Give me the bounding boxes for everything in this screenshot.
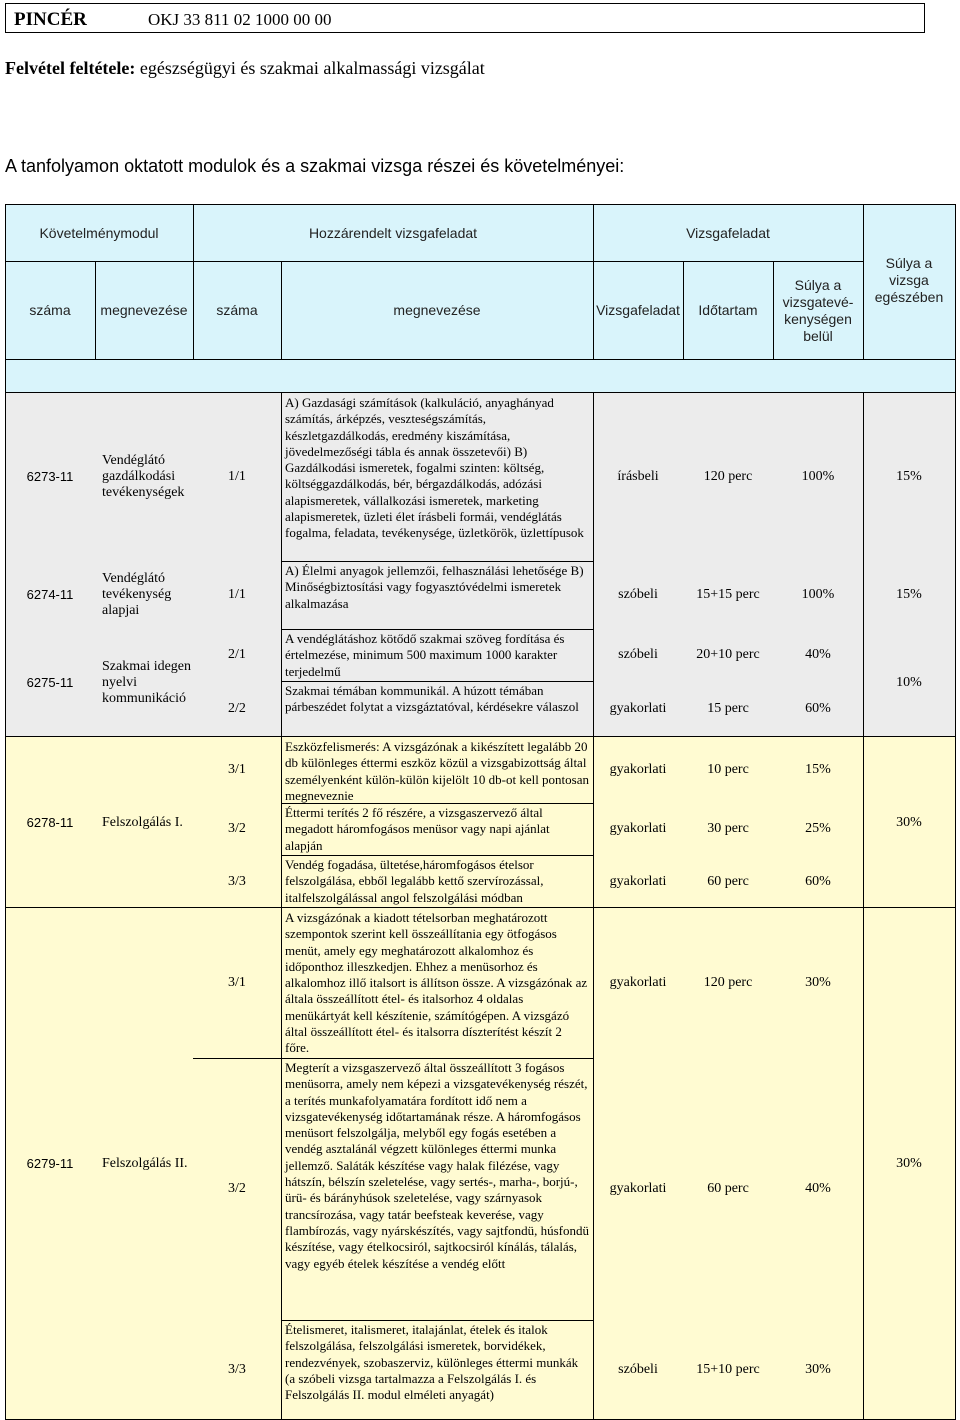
task-duration: 60 perc <box>707 873 749 889</box>
task-description: Eszközfelismerés: A vizsgázónak a kikészített legalább 20 db különleges éttermi eszköz közül a vizsgabizottság által személyenként külön-külön kijelölt 10 db-ot kell pontosan megneveznie <box>285 739 590 803</box>
module-id: 6273-11 <box>26 469 74 484</box>
grid-line <box>281 561 593 562</box>
header-group-exam-task: Vizsgafeladat <box>593 205 863 261</box>
grid-line <box>773 261 774 360</box>
grid-line <box>593 393 594 1420</box>
module-name: Felszolgálás I. <box>102 814 183 830</box>
grid-line <box>281 803 593 804</box>
task-type: gyakorlati <box>609 1181 667 1196</box>
task-number: 1/1 <box>228 469 246 484</box>
requirement-text: egészségügyi és szakmai alkalmassági vizsgálat <box>135 58 485 78</box>
grid-line <box>281 629 593 630</box>
task-type: szóbeli <box>618 587 658 602</box>
task-description: A vendéglátáshoz kötődő szakmai szöveg fordítása és értelmezése, minimum 500 maximum 1000 karakter terjedelmű <box>285 631 565 679</box>
task-number: 3/2 <box>228 1181 246 1196</box>
task-description: Ételismeret, italismeret, italajánlat, ételek és italok felszolgálása, felszolgálási ismeretek, borvidékek, rendezvények, szobaszerviz, különleges éttermi munkák (a szóbeli vizsga tartalmazza a Felszolgálás I. és Felszolgálás II. modul elméleti anyagát) <box>285 1322 579 1403</box>
task-weight: 100% <box>801 587 835 602</box>
task-type: szóbeli <box>618 647 658 662</box>
task-weight: 30% <box>805 975 831 990</box>
task-number: 3/1 <box>228 975 246 990</box>
task-type: írásbeli <box>617 469 659 484</box>
task-type: gyakorlati <box>609 762 667 777</box>
header-task-number: száma <box>193 261 281 360</box>
module-name: Vendéglátó gazdálkodási tevékenységek <box>102 453 185 500</box>
module-weight: 10% <box>896 675 922 690</box>
task-number: 3/1 <box>228 762 246 777</box>
task-type: szóbeli <box>618 1362 658 1377</box>
task-type: gyakorlati <box>609 821 667 836</box>
task-description: Megterít a vizsgaszervező által összeállított 3 fogásos menüsorra, amely nem képezi a vizsgatevékenység részét, a terítés munkafolyamatára fordított idő nem a vizsgatevékenység időtartamának része. A háromfogásos menüsort felszolgálja, melyből egy fogás esetében a vendég asztalánál végzett különleges éttermi munka jellemző. Saláták készítése vagy halak filézése, vagy hátszín, bélszín szeletelése, vagy sertés-, marha-, borjú-, ürü- és bárányhúsok szeletelése, vagy szárnyasok trancsírozása, vagy tatár beefsteak keverése, vagy flambírozás, vagy nyárskészítés, vagy sajtfondü, húsfondü készítése, vagy ételkocsiról, sajtkocsiról kínálás, tálalás, vagy egyéb ételek készítése a vendég előtt <box>285 1060 589 1271</box>
task-duration: 10 perc <box>707 762 749 777</box>
task-duration: 15+15 perc <box>696 587 760 602</box>
grid-line <box>193 1058 281 1059</box>
task-number: 3/3 <box>228 873 246 889</box>
grid-line <box>5 392 956 393</box>
module-weight: 30% <box>896 1156 922 1171</box>
task-type: gyakorlati <box>609 701 667 716</box>
module-id: 6275-11 <box>26 675 74 690</box>
module-weight: 30% <box>896 814 922 830</box>
header-duration: Időtartam <box>683 261 773 360</box>
grid-line <box>593 204 594 360</box>
header-exam-type: Vizsgafeladat <box>593 261 683 360</box>
admission-requirement <box>5 58 485 79</box>
task-duration: 30 perc <box>707 821 749 836</box>
requirement-label: Felvétel feltétele: <box>5 58 136 78</box>
task-number: 2/1 <box>228 647 246 662</box>
task-weight: 60% <box>805 873 831 889</box>
task-weight: 40% <box>805 647 831 662</box>
grid-line <box>5 204 956 205</box>
grid-line <box>955 393 956 1420</box>
task-description: Éttermi terítés 2 fő részére, a vizsgaszervező által megadott háromfogásos menüsor vagy napi ajánlat alapján <box>285 805 550 853</box>
task-description: A vizsgázónak a kiadott tételsorban meghatározott szempontok szerint kell összeállítania egy ötfogásos menüt, amely egy meghatározott alkalomhoz és időponthoz illeszkedjen. Ehhez a menüsorhoz és alkalomhoz illő italsort is állítson össze. A vizsgázónak az általa összeállított étel- és italsorhoz 4 oldalas menükártyát kell készítenie, számítógépen. A vizsgázó által összeállított étel- és italsorra díszterítést készít 2 főre. <box>285 910 588 1056</box>
grid-line <box>863 393 864 1420</box>
task-weight: 40% <box>805 1181 831 1196</box>
grid-line <box>193 204 194 360</box>
grid-line <box>281 681 593 682</box>
module-weight: 15% <box>896 587 922 602</box>
modules-heading: A tanfolyamon oktatott modulok és a szakmai vizsga részei és követelményei: <box>5 156 625 176</box>
grid-line <box>5 907 956 908</box>
task-number: 2/2 <box>228 701 246 716</box>
task-description: A) Gazdasági számítások (kalkuláció, anyaghányad számítás, árképzés, veszteségszámítás, készletgazdálkodás, eredmény kiszámítása, jövedelmezőségi tábla és annak összetevői) B) Gazdálkodási ismeretek, fogalmi szinten: költség, költséggazdálkodás, bér, bérgazdálkodás, adózási alapismeretek, vállalkozási ismeretek, marketing alapismeretek, üzleti élet írásbeli formái, vendéglátás fogalma, feladata, tevékenysége, üzletkörök, üzlettípusok <box>285 395 584 541</box>
module-id: 6279-11 <box>26 1156 74 1171</box>
module-weight: 15% <box>896 469 922 484</box>
header-weight-total: Súlya a vizsga egészében <box>863 205 955 360</box>
module-id: 6278-11 <box>26 814 74 830</box>
grid-line <box>5 359 956 360</box>
module-id: 6274-11 <box>26 587 74 602</box>
grid-line <box>955 204 956 393</box>
task-number: 3/3 <box>228 1362 246 1377</box>
header-module-name: megnevezése <box>95 261 193 360</box>
module-name: Vendéglátó tevékenység alapjai <box>102 571 172 618</box>
grid-line <box>281 855 593 856</box>
task-duration: 15+10 perc <box>696 1362 760 1377</box>
task-duration: 60 perc <box>707 1181 749 1196</box>
header-group-assigned-task: Hozzárendelt vizsgafeladat <box>193 205 593 261</box>
task-description: A) Élelmi anyagok jellemzői, felhasználási lehetősége B) Minőségbiztosítási vagy fogyasztóvédelmi ismeretek alkalmazása <box>285 563 584 611</box>
task-type: gyakorlati <box>609 873 667 889</box>
grid-line <box>95 261 96 360</box>
header-spacer-band <box>5 360 955 393</box>
grid-line <box>5 393 6 1420</box>
grid-line <box>863 204 864 360</box>
grid-line <box>281 261 282 360</box>
task-duration: 120 perc <box>703 469 753 484</box>
header-module-number: száma <box>5 261 95 360</box>
task-weight: 60% <box>805 701 831 716</box>
task-description: Szakmai témában kommunikál. A húzott témában párbeszédet folytat a vizsgáztatóval, kérdésekre válaszol <box>285 683 579 715</box>
module-name: Felszolgálás II. <box>102 1156 188 1171</box>
grid-line <box>281 1320 593 1321</box>
title-box <box>5 3 925 33</box>
task-number: 3/2 <box>228 821 246 836</box>
header-task-name: megnevezése <box>281 261 593 360</box>
task-weight: 100% <box>801 469 835 484</box>
grid-line <box>281 393 282 1420</box>
grid-line <box>5 261 863 262</box>
task-weight: 15% <box>805 762 831 777</box>
page-title: PINCÉR <box>14 9 87 30</box>
module-name: Szakmai idegen nyelvi kommunikáció <box>102 659 192 706</box>
grid-line <box>683 261 684 360</box>
task-duration: 15 perc <box>707 701 749 716</box>
task-type: gyakorlati <box>609 975 667 990</box>
task-weight: 30% <box>805 1362 831 1377</box>
okj-code: OKJ 33 811 02 1000 00 00 <box>148 10 332 29</box>
grid-line <box>5 736 956 737</box>
task-description: Vendég fogadása, ültetése,háromfogásos ételsor felszolgálása, ebből legalább kettő szervírozással, italfelszolgálással angol felszolgálási módban <box>285 857 544 905</box>
grid-line <box>5 204 6 393</box>
grid-line <box>281 1058 593 1059</box>
task-weight: 25% <box>805 821 831 836</box>
task-number: 1/1 <box>228 587 246 602</box>
task-duration: 120 perc <box>703 975 753 990</box>
header-group-module: Követelménymodul <box>5 205 193 261</box>
header-weight-within: Súlya a vizsgatevé-kenységen belül <box>773 261 863 360</box>
task-duration: 20+10 perc <box>696 647 760 662</box>
